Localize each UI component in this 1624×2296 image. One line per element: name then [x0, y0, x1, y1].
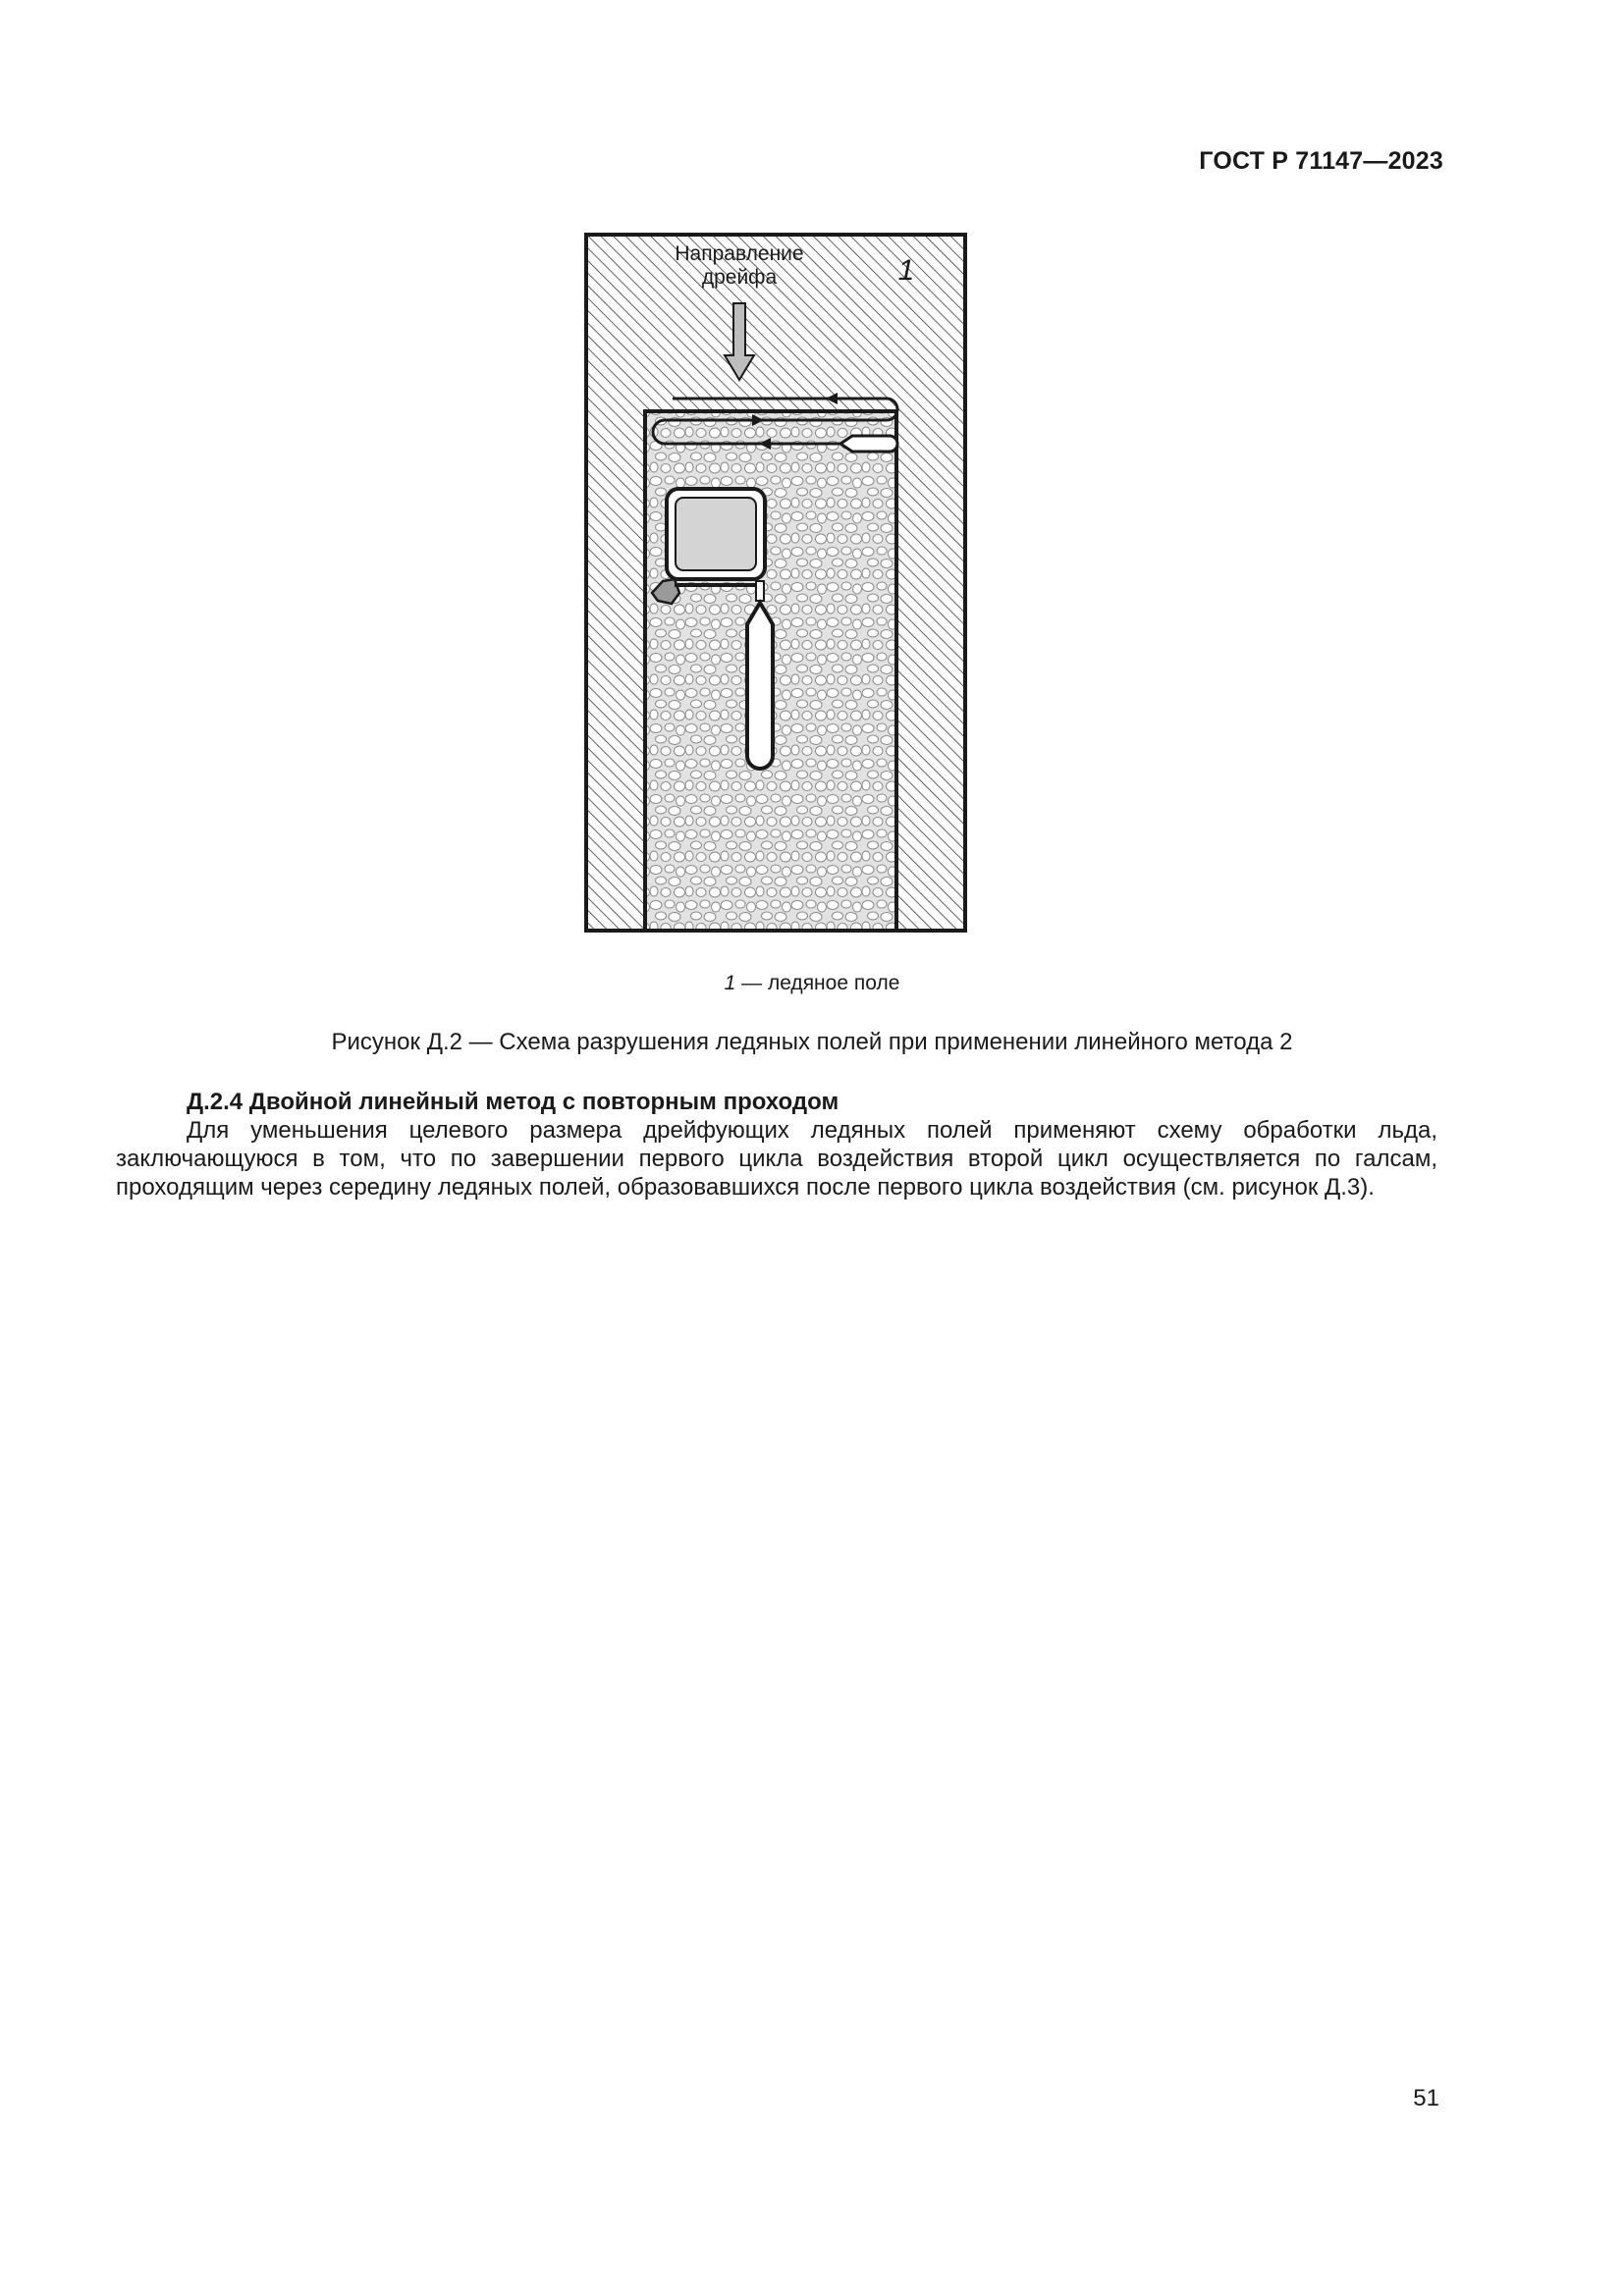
tug-icon	[747, 603, 773, 769]
legend-text: — ледяное поле	[735, 972, 900, 994]
section-heading: Д.2.4 Двойной линейный метод с повторным проходом	[187, 1089, 839, 1115]
page-number: 51	[1413, 2085, 1439, 2111]
drift-label-line2: дрейфа	[701, 266, 778, 289]
vessel-deck	[676, 498, 756, 570]
figure-caption: Рисунок Д.2 — Схема разрушения ледяных полей при применении линейного метода 2	[331, 1029, 1293, 1055]
section-d24	[116, 1088, 1437, 1201]
document-code: ГОСТ Р 71147—2023	[1199, 147, 1443, 175]
icebreaker-icon	[840, 436, 897, 452]
drift-label-line1: Направление	[675, 242, 804, 265]
figure-d2	[579, 228, 972, 939]
legend-number: 1	[724, 972, 736, 994]
ice-field-marker: 1	[897, 254, 915, 287]
tow-link	[756, 581, 764, 601]
section-paragraph: Для уменьшения целевого размера дрейфующих ледяных полей применяют схему обработки льда, заключающуюся в том, что по завершении первого цикла воздействия второй цикл осуществляется по галсам, проходящим через середину ледяных полей, образовавшихся после первого цикла воздействия (см. рисунок Д.3).	[116, 1117, 1437, 1201]
figure-legend	[0, 972, 1624, 995]
